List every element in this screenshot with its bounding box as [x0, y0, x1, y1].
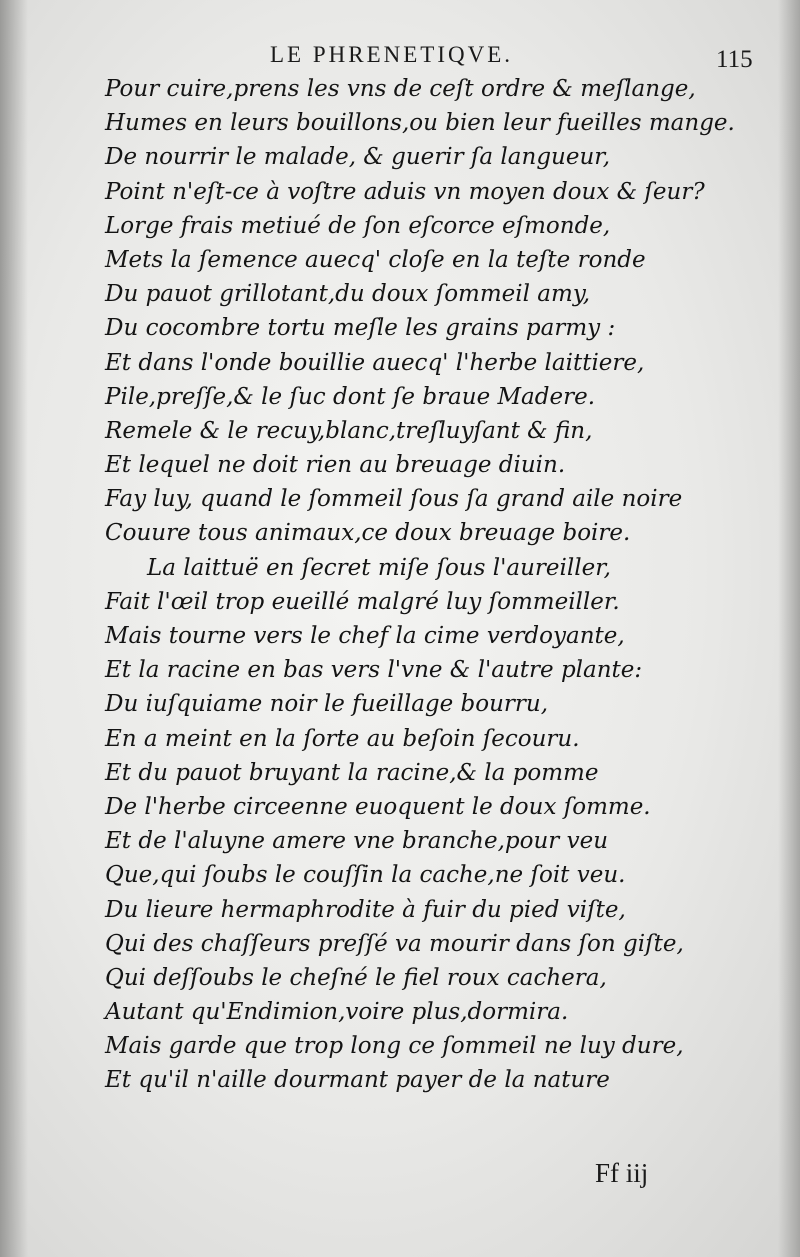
verse-line: Remele & le recuy,blanc,treſluyſant & fin, — [105, 417, 593, 444]
verse-line: Mais garde que trop long ce ſommeil ne luy dure, — [105, 1033, 684, 1060]
verse-line: Du cocombre tortu meſle les grains parmy : — [105, 315, 616, 342]
verse-line: La laittuë en ſecret miſe ſous l'aureiller, — [147, 554, 611, 581]
verse-line: Lorge frais metiué de ſon eſcorce eſmonde, — [105, 212, 611, 239]
verse-line: Pile,preſſe,& le ſuc dont ſe braue Madere. — [105, 383, 596, 410]
verse-line: Mais tourne vers le chef la cime verdoyante, — [105, 623, 625, 649]
running-head: LE PHRENETIQVE. — [270, 42, 514, 67]
verse-line: Et la racine en bas vers l'vne & l'autre plante: — [105, 657, 643, 684]
verse-line: Que,qui ſoubs le couſſin la cache,ne ſoit veu. — [105, 862, 626, 889]
verse-line: Mets la ſemence auecq' cloſe en la teſte ronde — [105, 246, 646, 273]
verse-line: Point n'eſt-ce à voſtre aduis vn moyen doux & ſeur? — [105, 178, 705, 205]
verse-line: De nourrir le malade, & guerir ſa langueur, — [105, 144, 611, 171]
verse-line: De l'herbe circeenne euoquent le doux ſomme. — [105, 793, 651, 820]
page-number: 115 — [716, 46, 753, 73]
verse-line: Et de l'aluyne amere vne branche,pour veu — [105, 828, 609, 855]
verse-line: Pour cuire,prens les vns de ceſt ordre & meſlange, — [105, 76, 696, 102]
verse-line: Fay luy, quand le ſommeil ſous ſa grand aile noire — [105, 486, 683, 513]
signature-mark: Ff iij — [595, 1158, 649, 1188]
verse-line: Et lequel ne doit rien au breuage diuin. — [105, 452, 566, 479]
verse-line: Et dans l'onde bouillie auecq' l'herbe laittiere, — [105, 349, 645, 376]
verse-line: Couure tous animaux,ce doux breuage boire. — [105, 520, 631, 547]
verse-line: Et du pauot bruyant la racine,& la pomme — [105, 759, 599, 786]
verse-line: Fait l'œil trop eueillé malgré luy ſommeiller. — [105, 588, 620, 615]
verse-line: Autant qu'Endimion,voire plus,dormira. — [105, 999, 569, 1026]
verse-line: Du pauot grillotant,du doux ſommeil amy, — [105, 281, 591, 308]
verse-line: Du iuſquiame noir le fueillage bourru, — [105, 691, 549, 718]
verse-line: Qui des chaſſeurs preſſé va mourir dans ſon giſte, — [105, 930, 684, 957]
verse-line: Du lieure hermaphrodite à fuir du pied viſte, — [105, 896, 626, 923]
verse-line: Et qu'il n'aille dourmant payer de la nature — [105, 1067, 610, 1094]
verse-line: En a meint en la ſorte au beſoin ſecouru. — [105, 725, 580, 752]
poem-text — [105, 72, 735, 1098]
verse-line: Humes en leurs bouillons,ou bien leur fueilles mange. — [105, 110, 735, 137]
verse-line: Qui deſſoubs le cheſné le fiel roux cachera, — [105, 964, 607, 991]
